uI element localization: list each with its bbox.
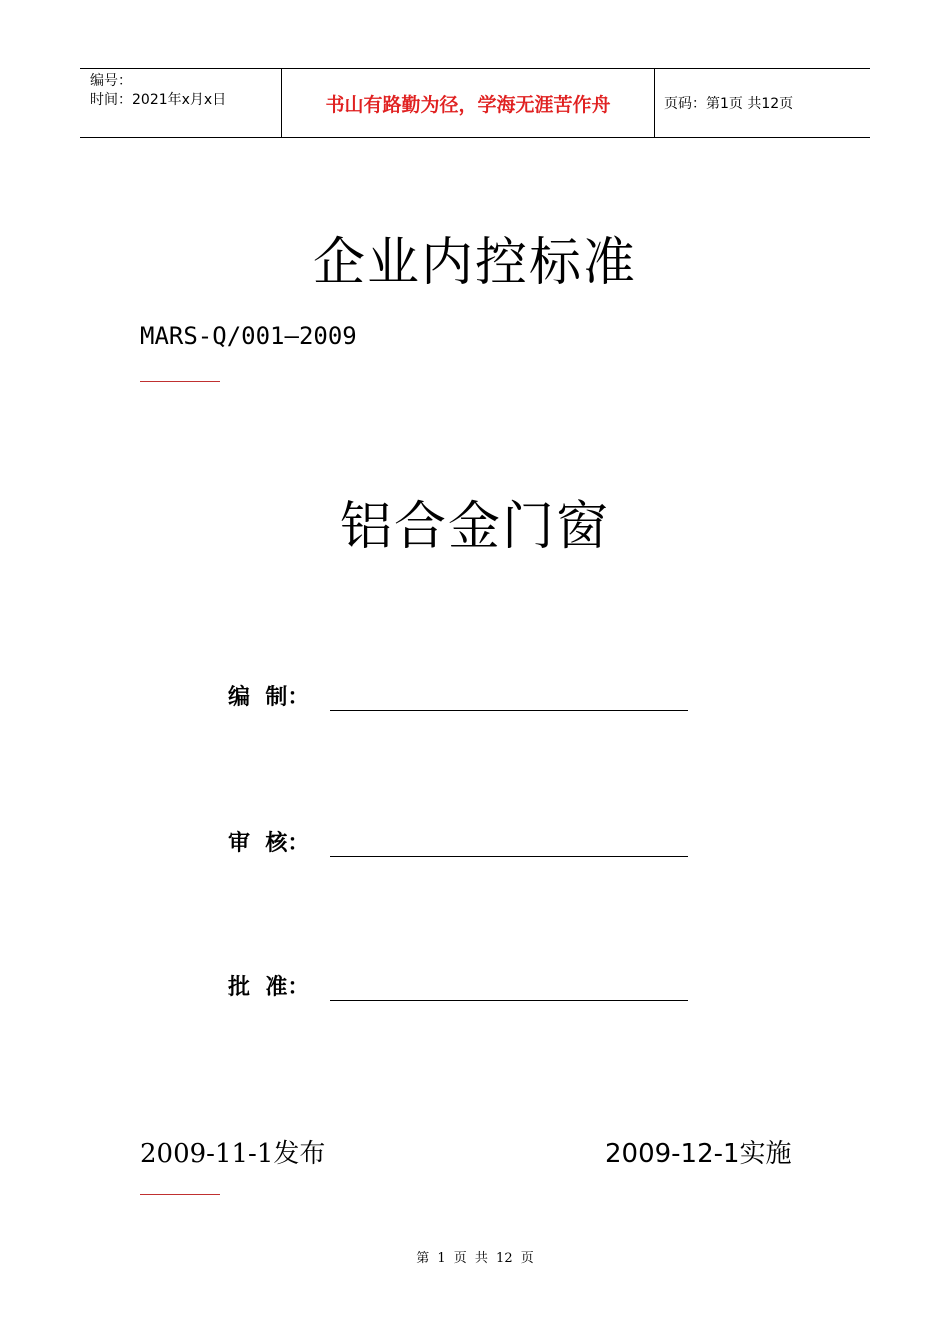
header-meta [80,69,282,137]
document-code: MARS-Q/001—2009 [140,322,357,350]
page-header [80,68,870,138]
publish-date: 2009-11-1发布 [140,1139,326,1169]
compile-signature-line [330,686,688,711]
time-label: 时间：2021年x月x日 [90,92,227,108]
header-page-info: 页码：第1页 共12页 [664,96,794,112]
approve-signature [228,970,688,1001]
number-label: 编号： [90,73,132,89]
review-signature [228,826,688,857]
compile-signature [228,680,688,711]
effective-date: 2009-12-1实施 [605,1139,792,1169]
accent-line-bottom [140,1194,220,1195]
header-motto: 书山有路勤为径，学海无涯苦作舟 [282,69,655,137]
page-footer: 第 1 页 共 12 页 [416,1251,534,1266]
approve-label: 批 准： [228,975,310,1000]
compile-label: 编 制： [228,685,310,710]
review-label: 审 核： [228,831,310,856]
document-title: 企业内控标准 [312,233,637,293]
review-signature-line [330,832,688,857]
product-name: 铝合金门窗 [339,497,610,557]
approve-signature-line [330,976,688,1001]
accent-line-top [140,381,220,382]
